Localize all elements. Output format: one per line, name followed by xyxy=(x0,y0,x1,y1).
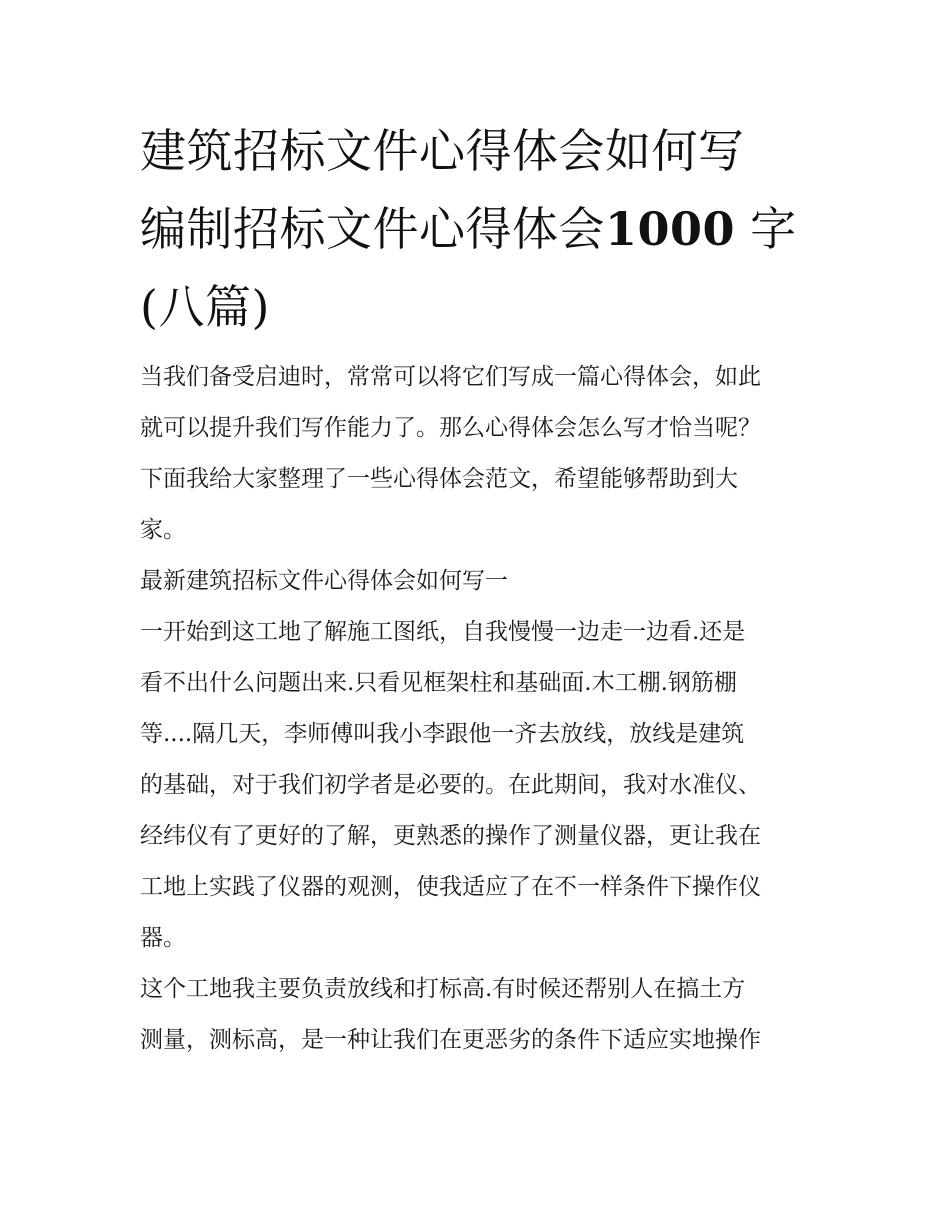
intro-paragraph xyxy=(140,352,830,556)
paragraph-line: 的基础，对于我们初学者是必要的。在此期间，我对水准仪、 xyxy=(140,772,761,798)
title-line-3: (八篇) xyxy=(140,280,270,334)
title-line-2-number: 1000 xyxy=(605,202,736,256)
paragraph-line: 测量，测标高，是一种让我们在更恶劣的条件下适应实地操作 xyxy=(140,1027,761,1053)
paragraph-line: 等....隔几天，李师傅叫我小李跟他一齐去放线，放线是建筑 xyxy=(140,721,745,747)
document-title xyxy=(140,112,830,346)
intro-line: 家。 xyxy=(140,517,186,543)
paragraph-line: 器。 xyxy=(140,925,186,951)
intro-line: 当我们备受启迪时，常常可以将它们写成一篇心得体会，如此 xyxy=(140,364,761,390)
paragraph-line: 经纬仪有了更好的了解，更熟悉的操作了测量仪器，更让我在 xyxy=(140,823,761,849)
title-line-2-suffix: 字 xyxy=(735,202,797,256)
paragraph-line: 工地上实践了仪器的观测，使我适应了在不一样条件下操作仪 xyxy=(140,874,761,900)
subheading-text: 最新建筑招标文件心得体会如何写一 xyxy=(140,568,508,594)
paragraph-line: 一开始到这工地了解施工图纸，自我慢慢一边走一边看.还是 xyxy=(140,619,746,645)
paragraph-2 xyxy=(140,964,830,1066)
paragraph-line: 这个工地我主要负责放线和打标高.有时候还帮别人在搞土方 xyxy=(140,976,746,1002)
intro-line: 下面我给大家整理了一些心得体会范文，希望能够帮助到大 xyxy=(140,466,738,492)
section-subheading xyxy=(140,556,830,607)
title-line-2 xyxy=(140,190,830,268)
title-line-2-text: 编制招标文件心得体会 xyxy=(140,202,605,256)
title-line-1: 建筑招标文件心得体会如何写 xyxy=(140,124,745,178)
intro-line: 就可以提升我们写作能力了。那么心得体会怎么写才恰当呢？ xyxy=(140,415,761,441)
paragraph-1 xyxy=(140,607,830,964)
paragraph-line: 看不出什么问题出来.只看见框架柱和基础面.木工棚.钢筋棚 xyxy=(140,670,737,696)
